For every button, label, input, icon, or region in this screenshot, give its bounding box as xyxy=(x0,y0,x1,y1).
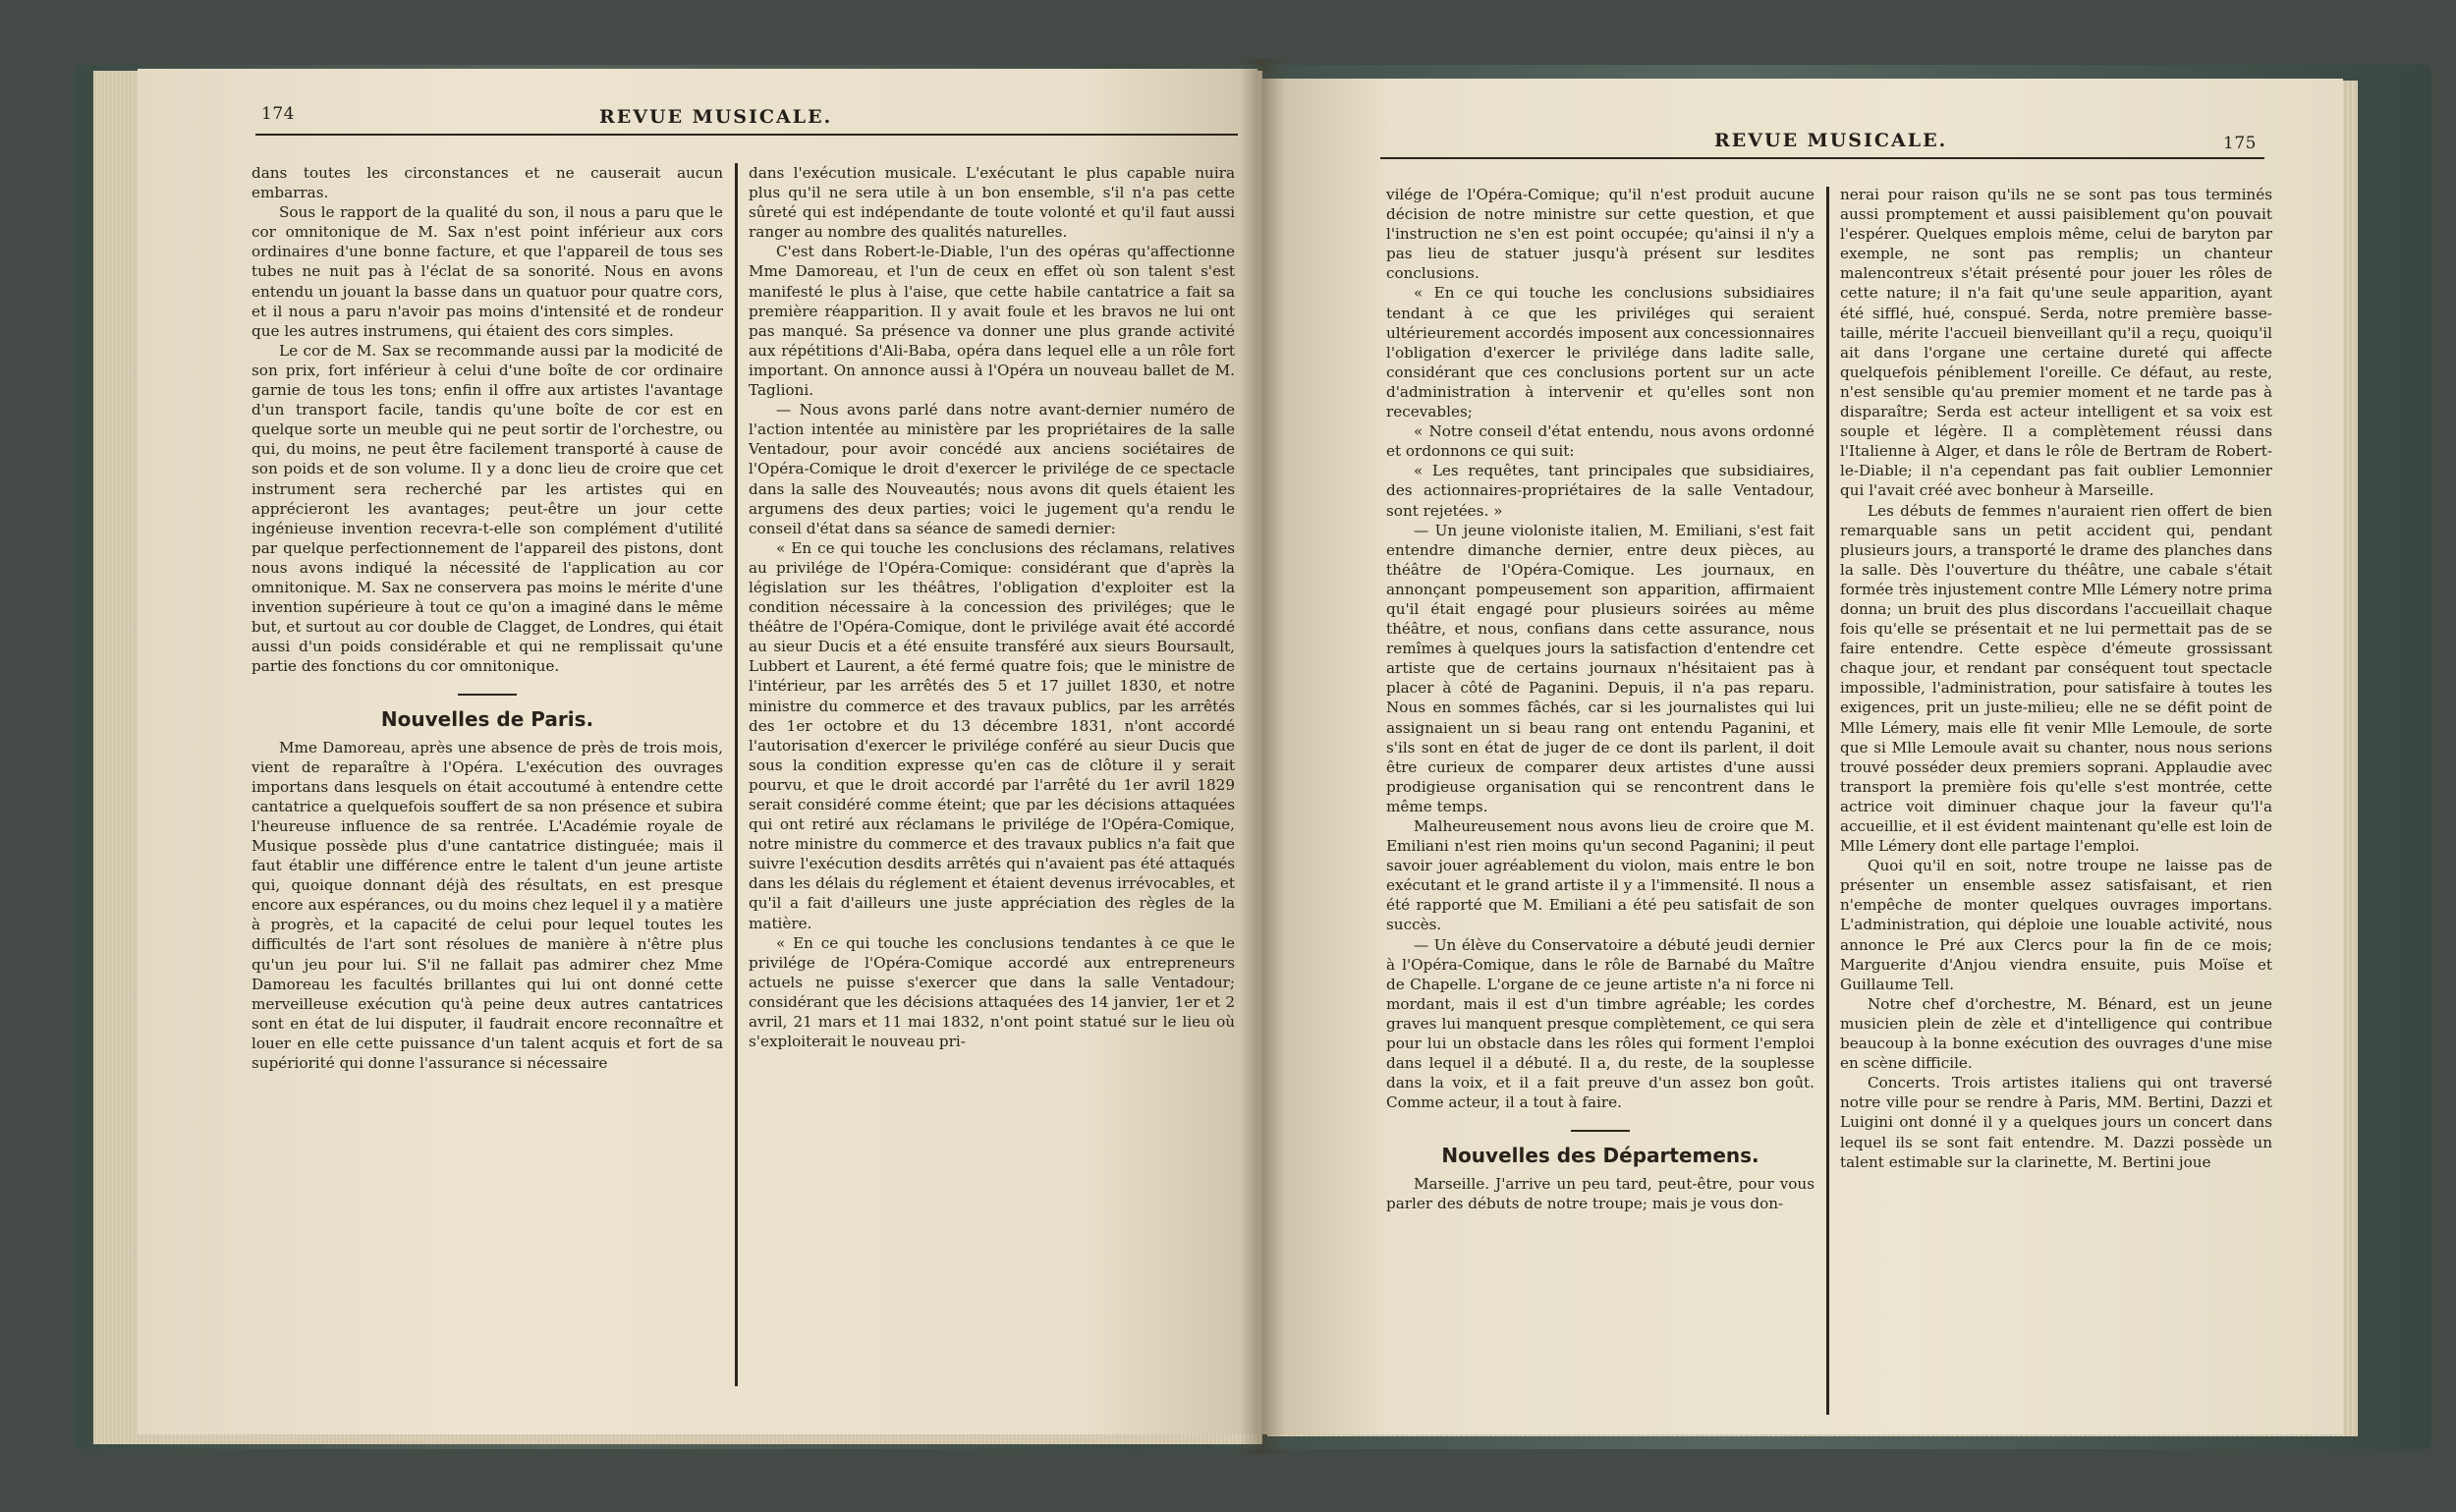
paragraph: « En ce qui touche les conclusions subsidiaires tendant à ce que les priviléges qui seraient ultérieurement accordés imposent aux concessionnaires l'obligation d'exercer le privilége dans ladite salle, considérant que ces conclusions portent sur un acte d'administration à intervenir et qu'elles sont non recevables; xyxy=(1386,284,1814,421)
right-column-1 xyxy=(1386,185,1814,1213)
column-rule-left xyxy=(735,163,738,1386)
right-page xyxy=(1262,79,2343,1434)
section-separator xyxy=(1571,1130,1630,1132)
paragraph: nerai pour raison qu'ils ne se sont pas tous terminés aussi promptement et aussi paisiblement qu'on pouvait l'espérer. Quelques emplois même, celui de baryton par exemple, ne sont pas remplis; un chanteur malencontreux s'était présenté pour jouer les rôles de cette nature; il n'a fait qu'une seule apparition, ayant été sifflé, hué, conspué. Serda, notre première basse-taille, mérite l'accueil bienveillant qu'il a reçu, quoiqu'il ait dans l'organe une certaine dureté qui affecte quelquefois péniblement l'oreille. Ce défaut, au reste, n'est sensible qu'au premier moment et ne tarde pas à disparaître; Serda est acteur intelligent et sa voix est souple et légère. Il a complètement réussi dans l'Italienne à Alger, et dans le rôle de Bertram de Robert-le-Diable; il n'a cependant pas fait oublier Lemonnier qui l'avait créé avec bonheur à Marseille. xyxy=(1840,186,2272,500)
section-title-departemens: Nouvelles des Départemens. xyxy=(1441,1144,1759,1168)
left-page xyxy=(138,69,1257,1434)
paragraph: C'est dans Robert-le-Diable, l'un des opéras qu'affectionne Mme Damoreau, et l'un de ceux en effet où son talent s'est manifesté le plus à l'aise, que cette habile cantatrice a fait sa première réapparition. Il y avait foule et les bravos ne lui ont pas manqué. Sa présence va donner une plus grande activité aux répétitions d'Ali-Baba, opéra dans lequel elle a un rôle fort important. On annonce aussi à l'Opéra un nouveau ballet de M. Taglioni. xyxy=(749,243,1235,400)
book-gutter xyxy=(1240,59,1285,1454)
right-column-2 xyxy=(1840,185,2272,1172)
paragraph: Malheureusement nous avons lieu de croire que M. Emiliani n'est rien moins qu'un second Paganini; il peut savoir jouer agréablement du violon, mais entre le bon exécutant et le grand artiste il y a l'immensité. Il nous a été rapporté que M. Emiliani a été peu satisfait de son succès. xyxy=(1386,817,1814,934)
paragraph: Marseille. J'arrive un peu tard, peut-être, pour vous parler des débuts de notre troupe; mais je vous don- xyxy=(1386,1174,1814,1212)
paragraph: « En ce qui touche les conclusions des réclamans, relatives au privilége de l'Opéra-Comique: considérant que d'après la législation sur les théâtres, l'obligation d'exploiter est la condition nécessaire à la concession des priviléges; que le théâtre de l'Opéra-Comique, dont le privilége avait été accordé au sieur Ducis et a été ensuite transféré aux sieurs Boursault, Lubbert et Laurent, a été fermé quatre fois; que le ministre de l'intérieur, par les arrêtés des 5 et 17 juillet 1830, et notre ministre du commerce et des travaux publics, par les arrêtés des 1er octobre et du 13 décembre 1831, n'ont accordé l'autorisation d'exercer le privilége conféré au sieur Ducis que sous la condition expresse qu'en cas de clôture il y serait pourvu, et que le droit accordé par l'arrêté du 1er avril 1829 serait considéré comme éteint; que par les décisions attaquées qui ont retiré aux réclamans le privilége de l'Opéra-Comique, notre ministre du commerce et des travaux publics n'a fait que suivre l'exécution desdits arrêtés qui n'avaient pas été attaqués dans les délais du réglement et étaient devenus irrévocables, et qu'il a fait d'ailleurs une juste appréciation des règles de la matière. xyxy=(749,538,1235,932)
paragraph: Mme Damoreau, après une absence de près de trois mois, vient de reparaître à l'Opéra. L'exécution des ouvrages importans dans lesquels on était accoutumé à entendre cette cantatrice a quelquefois souffert de sa non présence et subira l'heureuse influence de sa rentrée. L'Académie royale de Musique possède plus d'une cantatrice distinguée; mais il faut établir une différence entre le talent d'un jeune artiste qui, quoique donnant déjà des résultats, en est presque encore aux espérances, ou du moins chez lequel il y a matière à progrès, et la capacité de celui pour lequel toutes les difficultés de l'art sont résolues de manière à n'être plus qu'un jeu pour lui. S'il ne fallait pas admirer chez Mme Damoreau les facultés brillantes qui lui ont donné cette merveilleuse exécution qu'à peine deux autres cantatrices sont en état de lui disputer, il faudrait encore reconnaître et louer en elle cette puissance d'un talent acquis et fort de sa supériorité qui donne l'assurance si nécessaire xyxy=(251,738,723,1073)
paragraph: vilége de l'Opéra-Comique; qu'il n'est produit aucune décision de notre ministre sur cette question, et que l'instruction ne s'en est point occupée; qu'ainsi il n'y a pas lieu de statuer jusqu'à présent sur lesdites conclusions. xyxy=(1386,186,1814,283)
paragraph: « Notre conseil d'état entendu, nous avons ordonné et ordonnons ce qui suit: xyxy=(1386,422,1814,461)
paragraph: dans l'exécution musicale. L'exécutant le plus capable nuira plus qu'il ne sera utile à un bon ensemble, s'il n'a pas cette sûreté qui est indépendante de toute volonté et qu'il faut aussi ranger au nombre des qualités naturelles. xyxy=(749,164,1235,242)
page-number-left: 174 xyxy=(261,104,295,124)
header-rule-left xyxy=(255,134,1238,136)
left-column-1 xyxy=(251,163,723,1073)
paragraph: Notre chef d'orchestre, M. Bénard, est un jeune musicien plein de zèle et d'intelligence qui contribue beaucoup à la bonne exécution des ouvrages d'une mise en scène difficile. xyxy=(1840,994,2272,1073)
page-number-right: 175 xyxy=(2223,134,2257,153)
left-column-2 xyxy=(749,163,1235,1051)
paragraph: Le cor de M. Sax se recommande aussi par la modicité de son prix, fort inférieur à celui d'une boîte de cor ordinaire garnie de tous les tons; enfin il offre aux artistes l'avantage d'un transport facile, tandis qu'une boîte de cor est en quelque sorte un meuble qui ne peut sortir de l'orchestre, ou qui, du moins, ne peut être facilement transporté à cause de son poids et de son volume. Il y a donc lieu de croire que cet instrument sera recherché par les artistes qui en apprécieront les avantages; peut-être un jour cette ingénieuse invention recevra-t-elle son complément d'utilité par quelque perfectionnement de l'appareil des pistons, dont nous avons indiqué la nécessité de l'application au cor omnitonique. M. Sax ne conservera pas moins le mérite d'une invention supérieure à tout ce qu'on a imaginé dans le même but, et surtout au cor double de Clagget, de Londres, qui était aussi d'un poids considérable et qui ne remplissait qu'une partie des fonctions du cor omnitonique. xyxy=(251,341,723,676)
paragraph: Quoi qu'il en soit, notre troupe ne laisse pas de présenter un ensemble assez satisfaisant, et rien n'empêche de monter quelques ouvrages importans. L'administration, qui déploie une louable activité, nous annonce le Pré aux Clercs pour la fin de ce mois; Marguerite d'Anjou viendra ensuite, puis Moïse et Guillaume Tell. xyxy=(1840,857,2272,993)
paragraph: — Nous avons parlé dans notre avant-dernier numéro de l'action intentée au ministère par les propriétaires de la salle Ventadour, pour avoir concédé aux anciens sociétaires de l'Opéra-Comique le droit d'exercer le privilége de ce spectacle dans la salle des Nouveautés; nous avons dit quels étaient les argumens des deux parties; voici le jugement qu'a rendu le conseil d'état dans sa séance de samedi dernier: xyxy=(749,401,1235,537)
paragraph: « Les requêtes, tant principales que subsidiaires, des actionnaires-propriétaires de la salle Ventadour, sont rejetées. » xyxy=(1386,462,1814,520)
running-title-right: REVUE MUSICALE. xyxy=(1714,130,1948,151)
paragraph: dans toutes les circonstances et ne causerait aucun embarras. xyxy=(251,164,723,202)
paragraph: « En ce qui touche les conclusions tendantes à ce que le privilége de l'Opéra-Comique accordé aux entrepreneurs actuels ne puisse s'exercer que dans la salle Ventadour; considérant que les décisions attaquées des 14 janvier, 1er et 2 avril, 21 mars et 11 mai 1832, n'ont point statué sur le lieu où s'exploiterait le nouveau pri- xyxy=(749,933,1235,1051)
paragraph: — Un jeune violoniste italien, M. Emiliani, s'est fait entendre dimanche dernier, entre deux pièces, au théâtre de l'Opéra-Comique. Les journaux, en annonçant pompeusement son apparition, affirmaient qu'il était engagé pour plusieurs soirées au même théâtre, et nous, confians dans cette assurance, nous remîmes à quelques jours la satisfaction d'entendre cet artiste que de certains journaux n'hésitaient pas à placer à côté de Paganini. Depuis, il n'a pas reparu. Nous en sommes fâchés, car si les journalistes qui lui assignaient un si beau rang ont entendu Paganini, et s'ils sont en état de juger de ce dont ils parlent, il doit être curieux de comparer deux artistes d'une aussi prodigieuse organisation qui se rencontrent dans le même temps. xyxy=(1386,521,1814,815)
running-title-left: REVUE MUSICALE. xyxy=(599,106,833,128)
section-title-paris: Nouvelles de Paris. xyxy=(380,707,594,732)
column-rule-right xyxy=(1826,187,1829,1415)
section-separator xyxy=(458,694,517,696)
paragraph: Sous le rapport de la qualité du son, il nous a paru que le cor omnitonique de M. Sax n'est point inférieur aux cors ordinaires d'une bonne facture, et que l'appareil de tous ses tubes ne nuit pas à l'éclat de sa sonorité. Nous en avons entendu un jouant la basse dans un quatuor pour quatre cors, et il nous a paru n'avoir pas moins d'intensité et de rondeur que les autres instrumens, qui étaient des cors simples. xyxy=(251,203,723,340)
header-rule-right xyxy=(1380,157,2264,159)
paragraph: — Un élève du Conservatoire a débuté jeudi dernier à l'Opéra-Comique, dans le rôle de Barnabé du Maître de Chapelle. L'organe de ce jeune artiste n'a ni force ni mordant, mais il est d'un timbre agréable; les cordes graves lui manquent presque complètement, ce qui sera pour lui un obstacle dans les rôles qui forment l'emploi dans lequel il a débuté. Il a, du reste, de la souplesse dans la voix, et il a fait preuve d'un assez bon goût. Comme acteur, il a tout à faire. xyxy=(1386,935,1814,1112)
paragraph: Concerts. Trois artistes italiens qui ont traversé notre ville pour se rendre à Paris, MM. Bertini, Dazzi et Luigini ont donné il y a quelques jours un concert dans lequel ils se sont fait entendre. M. Dazzi possède un talent estimable sur la clarinette, M. Bertini joue xyxy=(1840,1074,2272,1171)
paragraph: Les débuts de femmes n'auraient rien offert de bien remarquable sans un petit accident qui, pendant plusieurs jours, a transporté le drame des planches dans la salle. Dès l'ouverture du théâtre, une cabale s'était formée très injustement contre Mlle Lémery notre prima donna; un bruit des plus discordans l'accueillait chaque fois qu'elle se présentait et ne lui permettait pas de se faire entendre. Cette espèce d'émeute grossissant chaque jour, et rendant par conséquent tout spectacle impossible, l'administration, pour satisfaire à toutes les exigences, prit un juste-milieu; elle ne se défit point de Mlle Lémery, mais elle fit venir Mlle Lemoule, de sorte que si Mlle Lemoule avait su chanter, nous nous serions trouvé posséder deux premiers soprani. Applaudie avec transport la première fois qu'elle s'est montrée, cette actrice voit diminuer chaque jour la faveur qu'l'a accueillie, et il est évident maintenant qu'elle est loin de Mlle Lémery dont elle partage l'emploi. xyxy=(1840,501,2272,856)
